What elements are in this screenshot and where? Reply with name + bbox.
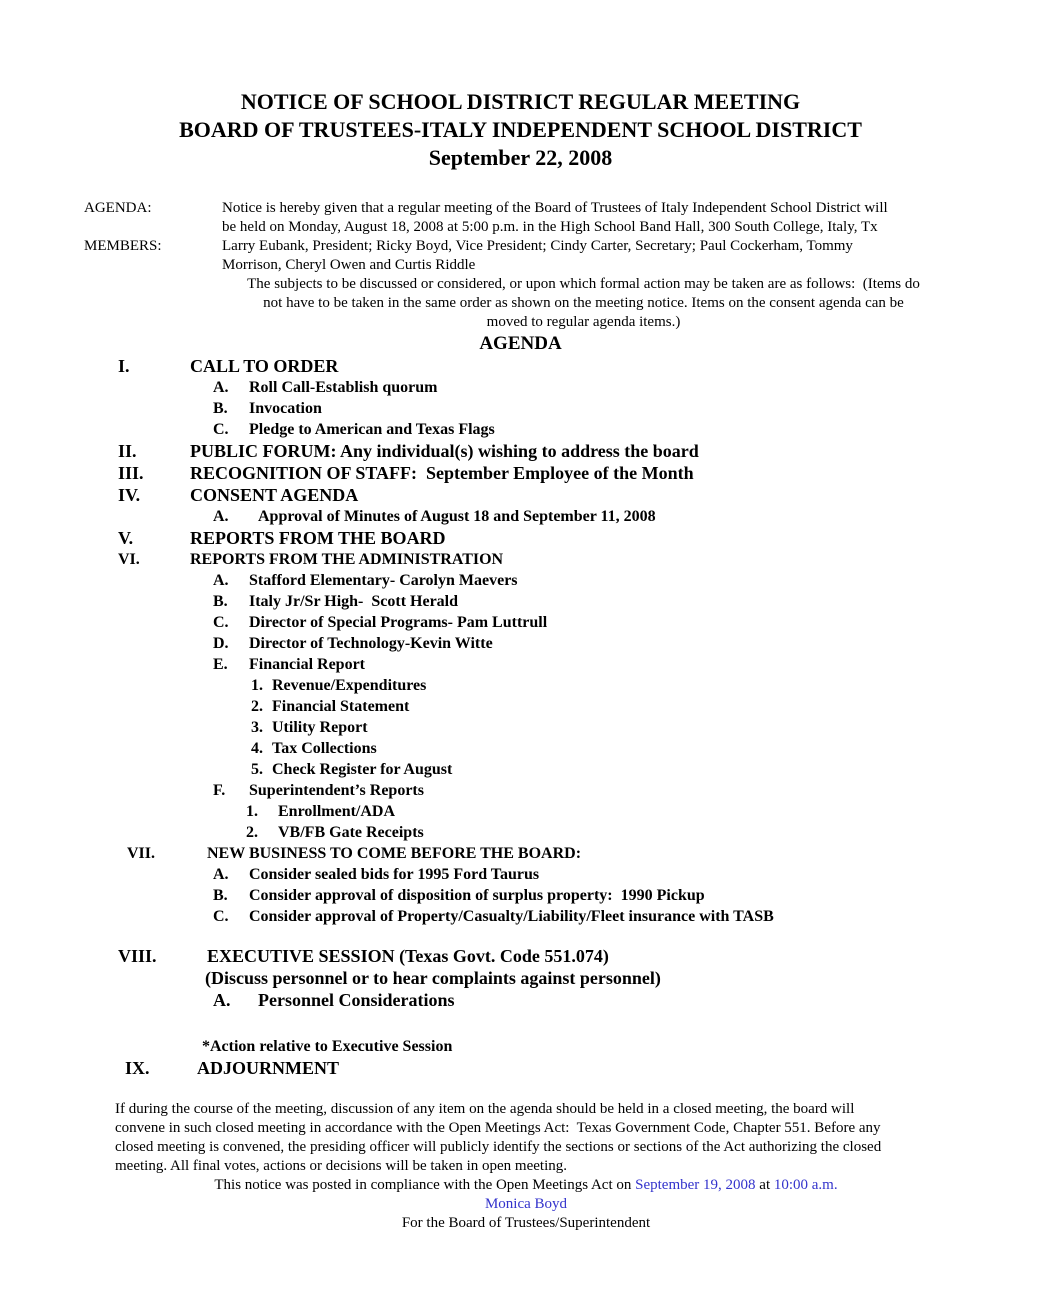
closing-paragraph	[115, 1100, 937, 1176]
intro-paragraphs	[222, 199, 945, 332]
agenda-item	[0, 1036, 1041, 1057]
agenda-item-label: C.	[213, 614, 229, 631]
agenda-item-label: VI.	[118, 551, 140, 568]
agenda-item-label: 2.	[246, 824, 258, 841]
agenda-item-label: 4.	[251, 740, 263, 757]
agenda-item-text: Utility Report	[272, 719, 368, 736]
agenda-item-label: II.	[118, 441, 137, 461]
agenda-item-text: Financial Report	[249, 656, 365, 673]
agenda-item	[0, 398, 1041, 419]
agenda-item-label: VIII.	[118, 946, 157, 966]
agenda-item-label: E.	[213, 656, 228, 673]
agenda-item	[0, 738, 1041, 759]
agenda-item	[0, 654, 1041, 675]
members-label: MEMBERS:	[84, 238, 162, 254]
title-line-2: BOARD OF TRUSTEES-ITALY INDEPENDENT SCHOOL DISTRICT	[179, 117, 862, 142]
agenda-item-label: A.	[213, 572, 229, 589]
subjects-line: The subjects to be discussed or considered, or upon which formal action may be taken are as follows: (Items do	[247, 276, 920, 292]
agenda-item-text: Personnel Considerations	[258, 990, 455, 1010]
agenda-item-text: Enrollment/ADA	[278, 803, 396, 820]
agenda-item-label: B.	[213, 400, 228, 417]
posted-time: 10:00 a.m.	[773, 1177, 838, 1193]
posted-prefix: This notice was posted in compliance with the Open Meetings Act on	[214, 1177, 636, 1193]
agenda-item-label: III.	[118, 463, 144, 483]
agenda-item-text: Financial Statement	[272, 698, 410, 715]
agenda-item-text: Director of Technology-Kevin Witte	[249, 635, 493, 652]
agenda-item-text: Consider sealed bids for 1995 Ford Taurus	[249, 866, 540, 883]
signature-name: Monica Boyd	[484, 1196, 568, 1212]
agenda-item	[0, 843, 1041, 864]
agenda-item	[0, 484, 1041, 506]
agenda-item-label: 1.	[251, 677, 263, 694]
agenda-item-label: C.	[213, 908, 229, 925]
agenda-item	[0, 885, 1041, 906]
agenda-item-text: Superintendent’s Reports	[249, 782, 424, 799]
agenda-item	[0, 675, 1041, 696]
agenda-item-label: IX.	[125, 1058, 150, 1078]
agenda-item-text: Revenue/Expenditures	[272, 677, 427, 694]
agenda-item	[0, 989, 1041, 1011]
agenda-item	[0, 801, 1041, 822]
agenda-item-text: CALL TO ORDER	[190, 356, 339, 376]
agenda-item	[0, 419, 1041, 440]
posted-middle: at	[755, 1177, 774, 1193]
agenda-item	[0, 696, 1041, 717]
agenda-item-text: Approval of Minutes of August 18 and September 11, 2008	[258, 508, 656, 525]
agenda-item	[0, 780, 1041, 801]
agenda-item	[0, 864, 1041, 885]
agenda-item	[0, 906, 1041, 927]
agenda-item-text: RECOGNITION OF STAFF: September Employee of the Month	[190, 463, 694, 483]
members-line: Morrison, Cheryl Owen and Curtis Riddle	[222, 257, 476, 273]
intro-section	[0, 199, 1041, 332]
agenda-item	[0, 759, 1041, 780]
agenda-item-label: A.	[213, 508, 229, 525]
closing-line: convene in such closed meeting in accordance with the Open Meetings Act: Texas Government Code, Chapter 551. Before any	[115, 1120, 881, 1136]
agenda-item-label: B.	[213, 593, 228, 610]
agenda-item-text: Consider approval of Property/Casualty/Liability/Fleet insurance with TASB	[249, 908, 774, 925]
agenda-item-text: VB/FB Gate Receipts	[278, 824, 424, 841]
subjects-line: moved to regular agenda items.)	[486, 314, 681, 330]
title-line-3: September 22, 2008	[428, 145, 613, 170]
closing-line: meeting. All final votes, actions or decisions will be taken in open meeting.	[115, 1158, 567, 1174]
agenda-item	[0, 967, 1041, 989]
agenda-item	[0, 355, 1041, 377]
agenda-item	[0, 527, 1041, 549]
agenda-item-text: EXECUTIVE SESSION (Texas Govt. Code 551.074)	[207, 946, 609, 966]
agenda-item-text: Italy Jr/Sr High- Scott Herald	[249, 593, 459, 610]
agenda-item-label: 2.	[251, 698, 263, 715]
agenda-item-text: PUBLIC FORUM: Any individual(s) wishing to address the board	[190, 441, 699, 461]
agenda-item-text: *Action relative to Executive Session	[202, 1038, 453, 1055]
agenda-item	[0, 549, 1041, 570]
agenda-list	[0, 355, 1041, 1079]
agenda-item	[0, 612, 1041, 633]
agenda-item-text: Stafford Elementary- Carolyn Maevers	[249, 572, 518, 589]
agenda-item-label: C.	[213, 421, 229, 438]
agenda-item	[0, 570, 1041, 591]
subjects-line: not have to be taken in the same order as shown on the meeting notice. Items on the consent agenda can be	[263, 295, 904, 311]
agenda-item-text: Pledge to American and Texas Flags	[249, 421, 495, 438]
agenda-item-label: 1.	[246, 803, 258, 820]
closing-line: closed meeting is convened, the presiding officer will publicly identify the sections or sections of the Act authorizing the closed	[115, 1139, 882, 1155]
agenda-item-label: I.	[118, 356, 130, 376]
agenda-item-text: Roll Call-Establish quorum	[249, 379, 438, 396]
agenda-item-label: A.	[213, 866, 229, 883]
agenda-item-label: V.	[118, 528, 134, 548]
agenda-item-text: (Discuss personnel or to hear complaints against personnel)	[205, 968, 661, 988]
agenda-item-text: Consider approval of disposition of surplus property: 1990 Pickup	[249, 887, 705, 904]
title-line-1: NOTICE OF SCHOOL DISTRICT REGULAR MEETING	[240, 89, 801, 114]
agenda-item	[0, 377, 1041, 398]
agenda-item-text: ADJOURNMENT	[197, 1058, 339, 1078]
agenda-item-label: A.	[213, 379, 229, 396]
agenda-item	[0, 717, 1041, 738]
agenda-item-text: CONSENT AGENDA	[190, 485, 359, 505]
agenda-item-label: IV.	[118, 485, 141, 505]
agenda-item-label: F.	[213, 782, 226, 799]
agenda-item-label: B.	[213, 887, 228, 904]
agenda-item	[0, 1057, 1041, 1079]
agenda-item-label: 3.	[251, 719, 263, 736]
agenda-item-text: Tax Collections	[272, 740, 377, 757]
notice-line: be held on Monday, August 18, 2008 at 5:00 p.m. in the High School Band Hall, 300 South College, Italy, Tx	[222, 219, 878, 235]
agenda-item-label: D.	[213, 635, 229, 652]
agenda-item-label: VII.	[127, 845, 156, 862]
agenda-item-label: A.	[213, 990, 231, 1010]
agenda-item-text: Director of Special Programs- Pam Luttrull	[249, 614, 548, 631]
agenda-item	[0, 633, 1041, 654]
agenda-item	[0, 945, 1041, 967]
agenda-item	[0, 822, 1041, 843]
agenda-item-text: Invocation	[249, 400, 322, 417]
agenda-heading: AGENDA	[479, 333, 562, 354]
document-title	[0, 88, 1041, 172]
notice-line: Notice is hereby given that a regular meeting of the Board of Trustees of Italy Independent School District will	[222, 200, 888, 216]
agenda-item-text: REPORTS FROM THE BOARD	[190, 528, 446, 548]
agenda-item-text: Check Register for August	[272, 761, 453, 778]
agenda-item	[0, 440, 1041, 462]
posted-date: September 19, 2008	[635, 1177, 756, 1193]
posted-line	[115, 1176, 937, 1195]
signature-role: For the Board of Trustees/Superintendent	[401, 1215, 651, 1231]
agenda-item-text: NEW BUSINESS TO COME BEFORE THE BOARD:	[207, 845, 582, 862]
agenda-item	[0, 506, 1041, 527]
agenda-item	[0, 591, 1041, 612]
members-line: Larry Eubank, President; Ricky Boyd, Vice President; Cindy Carter, Secretary; Paul Cockerham, Tommy	[222, 238, 853, 254]
agenda-item-text: REPORTS FROM THE ADMINISTRATION	[190, 551, 504, 568]
closing-line: If during the course of the meeting, discussion of any item on the agenda should be held in a closed meeting, the board will	[115, 1101, 855, 1117]
agenda-item	[0, 462, 1041, 484]
agenda-item-label: 5.	[251, 761, 263, 778]
agenda-label: AGENDA:	[84, 200, 152, 216]
